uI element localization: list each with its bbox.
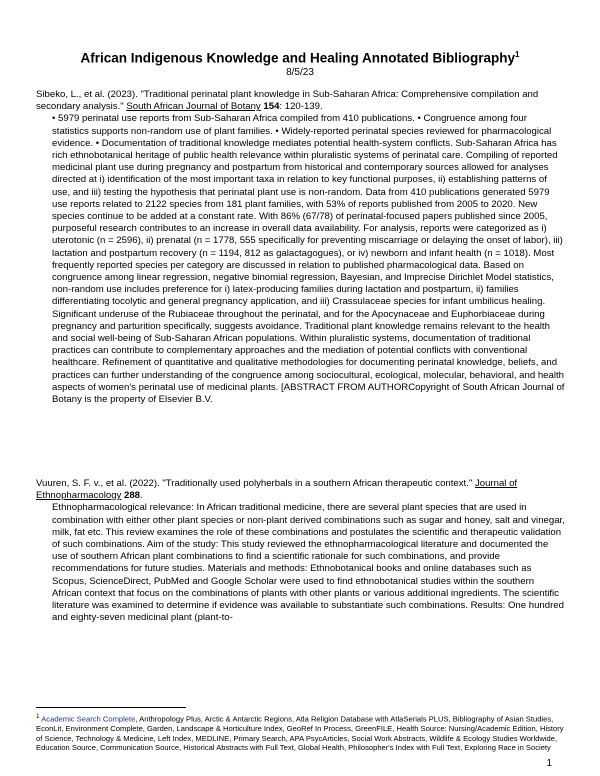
citation-pages: . — [140, 490, 143, 502]
citation — [36, 478, 566, 502]
page-title — [0, 50, 600, 66]
footnote-mark: 1 — [36, 713, 40, 720]
bibliography-entry-2 — [36, 478, 566, 624]
citation-pages: : 120-139. — [279, 101, 323, 113]
journal-volume: 288 — [124, 490, 141, 502]
journal-volume: 154 — [263, 101, 280, 113]
journal-link[interactable]: Journal of Ethnopharmacology — [36, 478, 518, 502]
journal-link[interactable]: South African Journal of Botany — [126, 101, 261, 113]
page-number: 1 — [546, 758, 552, 769]
bibliography-entry-1 — [36, 89, 566, 406]
document-date: 8/5/23 — [286, 67, 314, 78]
footnote-databases: , Anthropology Plus, Arctic & Antarctic Regions, Atla Religion Database with AtlaSerials PLUS, Bibliography of Asian Studies, EconLit, Environment Complete, Garden, Landscape & Horticulture Index, GeoRef In Process, GreenFILE, Health Source: Nursing/Academic Edition, History of Science, Technology & Medicine, Left Index, MEDLINE, Primary Search, APA PsycArticles, Social Work Abstracts, Wildlife & Ecology Studies Worldwide, Education Source, Communication Source, Historical Abstracts with Full Text, Global Health, Philosopher's Index with Full Text, Exploring Race in Society — [36, 714, 564, 753]
citation-authors-title: Sibeko, L., et al. (2023). "Traditional perinatal plant knowledge in Sub-Saharan Africa: Comprehensive compilation and secondary analysis." — [36, 89, 539, 113]
footnote — [36, 712, 566, 753]
citation-authors-title: Vuuren, S. F. v., et al. (2022). "Traditionally used polyherbals in a southern African therapeutic context." — [36, 478, 475, 489]
footnote-divider — [36, 707, 186, 708]
abstract-text: • 5979 perinatal use reports from Sub-Saharan Africa compiled from 410 publications. • Congruence among four statistics supports non-random use of plant families. • Widely-reported perinatal species reviewed for pharmacological evidence. • Documentation of traditional knowledge mediates potential health-system conflicts. Sub-Saharan Africa has rich ethnobotanical heritage of public health relevance within pluralistic systems of perinatal care. Compiling of reported medicinal plant use during pregnancy and postpartum from historical and contemporary sources allowed for analyses directed at i) identification of the most important taxa in relation to key functional purposes, ii) establishing patterns of use, and iii) testing the hypothesis that perinatal plant use is non-random. Data from 410 publications generated 5979 use reports related to 2122 species from 181 plant families, with 53% of reports published from 2005 to 2020. New species continue to be added at a constant rate. With 86% (67/78) of perinatal-focused papers published since 2005, purposeful research contributes to an increase in overall data availability. For analysis, reports were categorized as i) uterotonic (n = 2596), ii) prenatal (n = 1778, 555 specifically for preventing miscarriage or delaying the onset of labor), iii) lactation and postpartum recovery (n = 1194, 812 as galactagogues), or iv) newborn and infant health (n = 1018). Most frequently reported species per category are discussed in relation to published pharmacological data. Based on congruence among linear regression, negative binomial regression, Bayesian, and Imprecise Dirichlet Model statistics, non-random use includes preference for i) latex-producing families during lactation and postpartum, ii) families differentiating tocolytic and general pregnancy application, and iii) Crassulaceae species for infant umbilicus healing. Significant underuse of the Rubiaceae throughout the perinatal, and for the Apocynaceae and Euphorbiaceae during pregnancy and parturition specifically, suggests avoidance. Traditional plant knowledge remains relevant to the health and social well-being of Sub-Saharan African populations. Within pluralistic systems, documentation of traditional practices can contribute to complementary approaches and the mediation of potential conflicts with conventional healthcare. Refinement of quantitative and qualitative methodologies for documenting perinatal knowledge, beliefs, and practices can further understanding of the congruence among sociocultural, ecological, molecular, behavioral, and health aspects of women's perinatal use of medicinal plants. [ABSTRACT FROM AUTHORCopyright of South African Journal of Botany is the property of Elsevier B.V. — [52, 113, 565, 406]
footnote-first-database[interactable]: Academic Search Complete — [41, 714, 136, 724]
title-text: African Indigenous Knowledge and Healing Annotated Bibliography — [80, 50, 516, 66]
abstract-text: Ethnopharmacological relevance: In African traditional medicine, there are several plant species that are used in combination with either other plant species or non-plant derived combinations such as sugar and honey, salt and vinegar, milk, fat etc. This review examines the role of these combinations and postulates the scientific and therapeutic validation of such combinations. Aim of the study: This study reviewed the ethnopharmacological literature and documented the use of southern African plant combinations to find a scientific rationale for such combinations, and provide recommendations for future studies. Materials and methods: Ethnobotanical books and online databases such as Scopus, ScienceDirect, PubMed and Google Scholar were used to find ethnobotanical studies within the southern African context that focus on the combinations of plants with other plants or various additional ingredients. The scientific literature was examined to determine if evidence was available to substantiate such combinations. Results: One hundred and eighty-seven medicinal plant (plant-to- — [52, 502, 565, 624]
footnote-reference[interactable]: 1 — [515, 50, 520, 59]
citation — [36, 89, 566, 113]
